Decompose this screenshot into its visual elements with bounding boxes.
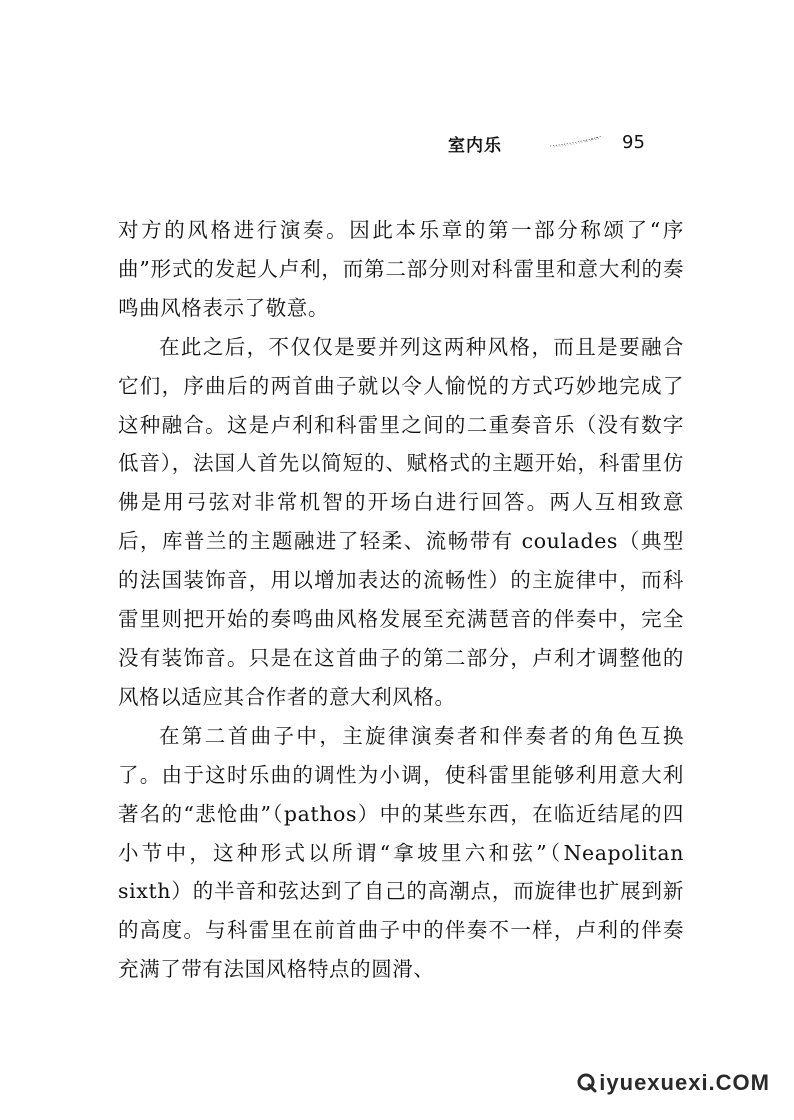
paragraph: 在第二首曲子中，主旋律演奏者和伴奏者的角色互换了。由于这时乐曲的调性为小调，使科雷里能够利用意大利著名的“悲怆曲”（pathos）中的某些东西，在临近结尾的四小节中，这种形式以所谓“拿坡里六和弦”（Neapolitan sixth）的半音和弦达到了自己的高潮点，而旋律也扩展到新的高度。与科雷里在前首曲子中的伴奏不一样，卢利的伴奏充满了带有法国风格特点的圆滑、 [118,723,684,982]
body-text [118,211,684,989]
running-title: 室内乐 [448,136,502,156]
paragraph-continuation: 对方的风格进行演奏。因此本乐章的第一部分称颂了“序曲”形式的发起人卢利，而第二部分则对科雷里和意大利的奏鸣曲风格表示了敬意。 [118,218,684,320]
site-watermark [577,1070,770,1096]
paragraph: 在此之后，不仅仅是要并列这两种风格，而且是要融合它们，序曲后的两首曲子就以令人愉悦的方式巧妙地完成了这种融合。这是卢利和科雷里之间的二重奏音乐（没有数字低音），法国人首先以简短的、赋格式的主题开始，科雷里仿佛是用弓弦对非常机智的开场白进行回答。两人互相致意后，库普兰的主题融进了轻柔、流畅带有 coulades（典型的法国装饰音，用以增加表达的流畅性）的主旋律中，而科雷里则把开始的奏鸣曲风格发展至充满琶音的伴奏中，完全没有装饰音。只是在这首曲子的第二部分，卢利才调整他的风格以适应其合作者的意大利风格。 [118,334,684,709]
flourish-ornament-icon [548,135,604,149]
watermark-text: iyuexuexi.COM [599,1070,770,1095]
page-header [448,131,678,155]
page-number: 95 [622,132,645,153]
watermark-q-logo-icon [577,1073,597,1093]
